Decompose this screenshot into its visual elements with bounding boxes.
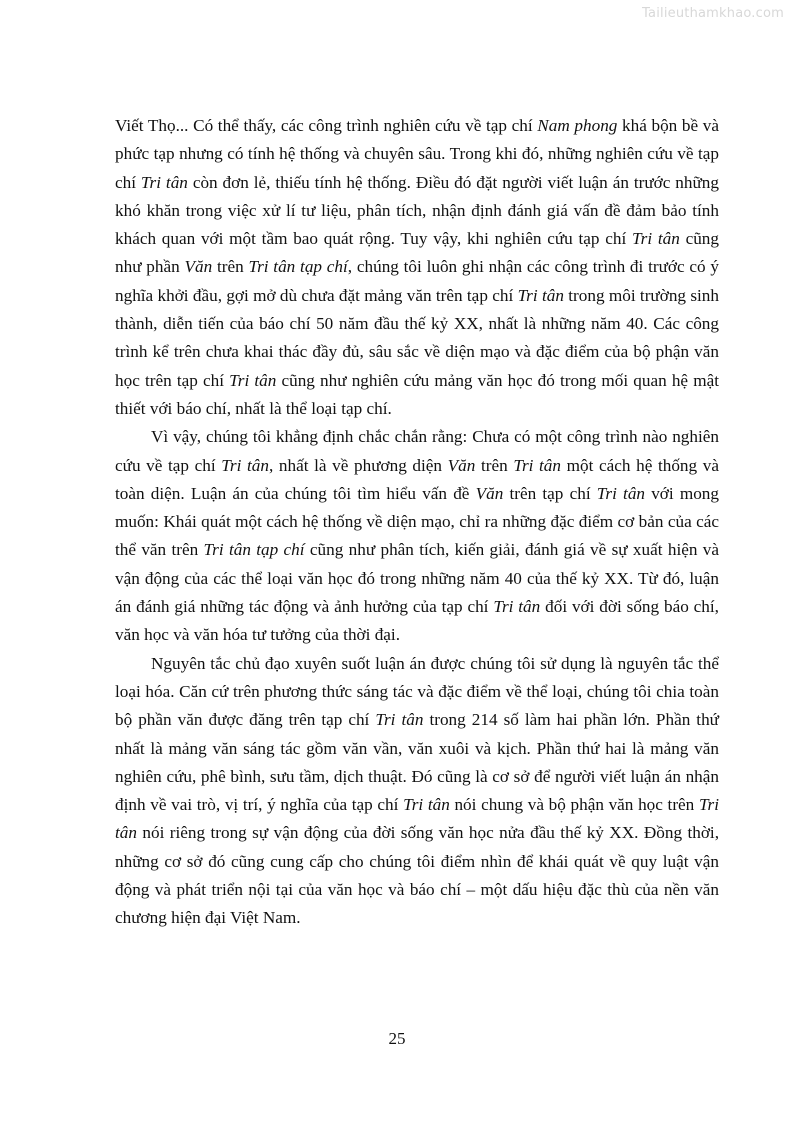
text-run: cũng như nghiên cứu mảng văn học đó trong mối quan hệ mật thiết với báo chí, nhất là thể loại tạp chí. (115, 370, 719, 418)
paragraph (115, 650, 719, 933)
text-run: nói riêng trong sự vận động của đời sống văn học nửa đầu thế kỷ XX. Đồng thời, những cơ sở đó cũng cung cấp cho chúng tôi điểm nhìn để khái quát về quy luật vận động và phát triển nội tại của văn học và báo chí – một dấu hiệu đặc thù của nền văn chương hiện đại Việt Nam. (115, 823, 719, 928)
text-run: còn đơn lẻ, thiếu tính hệ thống. Điều đó đặt người viết luận án trước những khó khăn trong việc xử lí tư liệu, phân tích, nhận định đánh giá vấn đề đảm bảo tính khách quan với một tầm bao quát rộng. Tuy vậy, khi nghiên cứu tạp chí (115, 172, 719, 249)
text-run: trên (475, 455, 514, 475)
watermark: Tailieuthamkhao.com (642, 6, 784, 21)
text-run: Vì vậy, chúng tôi khẳng định chắc chắn rằng: Chưa có một công trình nào nghiên cứu về tạp chí (115, 427, 719, 475)
italic-text: Tri tân (517, 285, 564, 305)
text-run: Viết Thọ... Có thể thấy, các công trình nghiên cứu về tạp chí (115, 116, 538, 135)
text-run: khá bộn bề và phức tạp nhưng có tính hệ thống và chuyên sâu. Trong khi đó, những nghiên cứu về tạp chí (115, 116, 719, 192)
italic-text: Tri tân (596, 483, 646, 503)
text-run: một cách hệ thống và toàn diện. Luận án của chúng tôi tìm hiểu vấn đề (115, 455, 719, 503)
text-run: trên tạp chí (503, 483, 597, 503)
italic-text: Tri tân (375, 710, 424, 730)
text-run: đối với đời sống báo chí, văn học và văn hóa tư tưởng của thời đại. (115, 597, 719, 645)
italic-text: Tri tân tạp chí (203, 540, 305, 560)
text-run: cũng như phân tích, kiến giải, đánh giá về sự xuất hiện và vận động của các thể loại văn học đó trong những năm 40 của thế kỷ XX. Từ đó, luận án đánh giá những tác động và ảnh hưởng của tạp chí (115, 540, 720, 617)
italic-text: Tri tân (493, 597, 541, 617)
text-run: trong 214 số làm hai phần lớn. Phần thứ nhất là mảng văn sáng tác gồm văn vần, văn xuôi và kịch. Phần thứ hai là mảng văn nghiên cứu, phê bình, sưu tầm, dịch thuật. Đó cũng là cơ sở để người viết luận án nhận định về vai trò, vị trí, ý nghĩa của tạp chí (115, 710, 719, 815)
text-run: , nhất là về phương diện (268, 455, 448, 475)
italic-text: Tri tân (115, 795, 720, 843)
text-run: , chúng tôi luôn ghi nhận các công trình đi trước có ý nghĩa khởi đầu, gợi mở dù chưa đặt mảng văn trên tạp chí (115, 257, 719, 305)
body-text (115, 112, 719, 933)
italic-text: Văn (447, 455, 476, 475)
text-run: Nguyên tắc chủ đạo xuyên suốt luận án được chúng tôi sử dụng là nguyên tắc thể loại hóa. Căn cứ trên phương thức sáng tác và đặc điểm về thể loại, chúng tôi chia toàn bộ phần văn được đăng trên tạp chí (115, 653, 719, 730)
paragraph (115, 112, 719, 423)
page-number: 25 (388, 1029, 406, 1048)
text-run: nói chung và bộ phận văn học trên (449, 795, 699, 815)
text-run: trong môi trường sinh thành, diễn tiến của báo chí 50 năm đầu thế kỷ XX, nhất là những năm 40. Các công trình kể trên chưa khai thác đầy đủ, sâu sắc về diện mạo và đặc điểm của bộ phận văn học trên tạp chí (115, 285, 719, 390)
italic-text: Văn (475, 483, 504, 503)
italic-text: Tri tân (632, 229, 680, 249)
italic-text: Tri tân (229, 370, 277, 390)
italic-text: Tri tân tạp chí (248, 257, 348, 277)
text-run: với mong muốn: Khái quát một cách hệ thống về diện mạo, chỉ ra những đặc điểm cơ bản của các thể văn trên (115, 483, 719, 560)
italic-text: Tri tân (513, 455, 561, 475)
italic-text: Tri tân (140, 172, 188, 192)
text-run: cũng như phần (115, 229, 719, 277)
italic-text: Tri tân (221, 455, 269, 475)
text-run: trên (212, 257, 249, 277)
italic-text: Văn (184, 257, 213, 277)
italic-text: Tri tân (403, 795, 450, 815)
italic-text: Nam phong (537, 116, 618, 135)
paragraph (115, 423, 719, 649)
